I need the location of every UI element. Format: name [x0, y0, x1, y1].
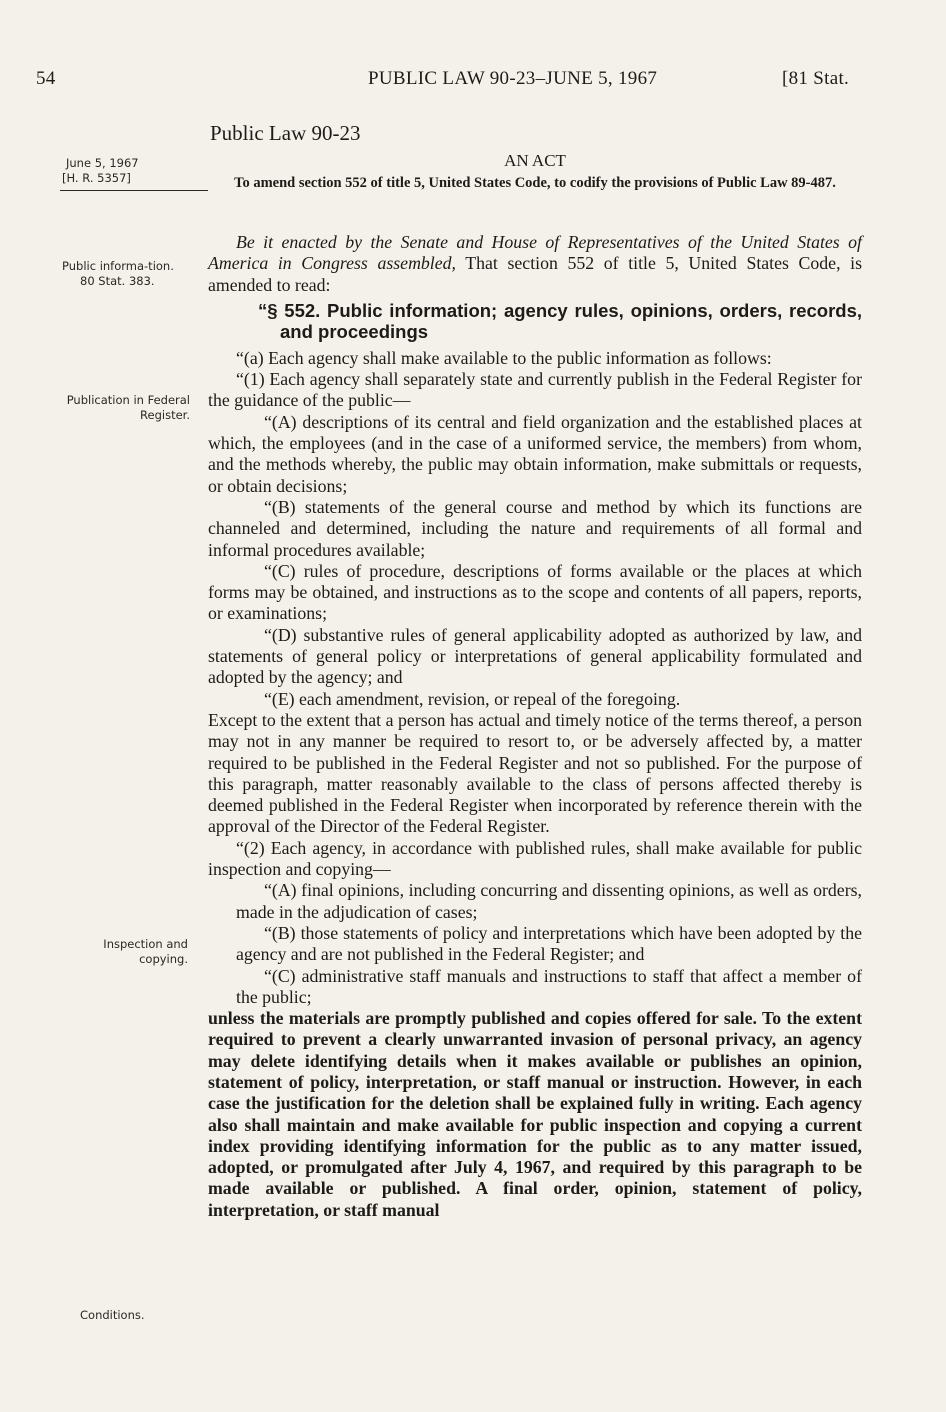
statute-body	[208, 232, 862, 1221]
stat-reference: [81 Stat.	[782, 68, 850, 89]
note-public-information: Public informa-tion.	[62, 259, 174, 273]
paragraph-a: “(a) Each agency shall make available to the public information as follows:	[236, 347, 772, 368]
enacting-tail: That section 552 of title 5, United States Code, is amended to read:	[208, 253, 863, 295]
section-heading: “§ 552. Public information; agency rules, opinions, orders, records, and proceedings	[258, 299, 862, 342]
note-inspection: Inspection and copying.	[103, 937, 188, 966]
subparagraph-B2	[208, 923, 862, 966]
subparagraph-C: “(C) rules of procedure, descriptions of forms available or the places at which forms may be obtained, and instructions as to the scope and contents of all papers, reports, or examinations;	[208, 560, 862, 624]
bill-number: [H. R. 5357]	[62, 171, 131, 185]
enacting-clause	[208, 232, 862, 296]
margin-rule	[60, 190, 208, 191]
margin-date	[62, 156, 186, 186]
subparagraph-E: “(E) each amendment, revision, or repeal of the foregoing.	[264, 688, 681, 709]
note-conditions: Conditions.	[80, 1308, 145, 1322]
public-law-title: Public Law 90-23	[210, 121, 361, 145]
note-publication: Publication in Federal Register.	[66, 393, 190, 422]
note-stat: 80 Stat. 383.	[80, 274, 155, 288]
subparagraph-A2	[208, 880, 862, 923]
paragraph-a1: “(1) Each agency shall separately state and currently publish in the Federal Register for the guidance of the public—	[208, 369, 862, 411]
margin-note-public-information	[62, 259, 188, 289]
page-number: 54	[36, 68, 56, 89]
enacting-words: Be it enacted by the Senate and House of Representatives of the United States of America in Congress assembled,	[208, 232, 862, 274]
subparagraph-C2-text: “(C) administrative staff manuals and instructions to staff that affect a member of the public;	[236, 965, 862, 1007]
subparagraph-B: “(B) statements of the general course and method by which its functions are channeled and determined, including the nature and requirements of all formal and informal procedures available;	[208, 496, 862, 560]
paragraph-except: Except to the extent that a person has actual and timely notice of the terms thereof, a person may not in any manner be required to resort to, or be adversely affected by, a matter required to be published in the Federal Register and not so published. For the purpose of this paragraph, matter reasonably available to the class of persons affected thereby is deemed published in the Federal Register when incorporated by reference therein with the approval of the Director of the Federal Register.	[208, 709, 862, 837]
subparagraph-A: “(A) descriptions of its central and field organization and the established places at which, the employees (and in the case of a uniformed service, the members) from whom, and the methods whereby, the public may obtain information, make submittals or requests, or obtain decisions;	[208, 411, 862, 496]
paragraph-a2: “(2) Each agency, in accordance with published rules, shall make available for public inspection and copying—	[208, 837, 862, 880]
paragraph-unless: unless the materials are promptly published and copies offered for sale. To the extent required to prevent a clearly unwarranted invasion of personal privacy, an agency may delete identifying details when it makes available or publishes an opinion, statement of policy, interpretation, or staff manual or instruction. However, in each case the justification for the deletion shall be explained fully in writing. Each agency also shall maintain and make available for public inspection and copying a current index providing identifying information for the public as to any matter issued, adopted, or promulgated after July 4, 1967, and required by this paragraph to be made available or published. A final order, opinion, statement of policy, interpretation, or staff manual	[208, 1008, 862, 1220]
running-title: PUBLIC LAW 90-23–JUNE 5, 1967	[368, 68, 658, 89]
subparagraph-B2-text: “(B) those statements of policy and interpretations which have been adopted by the agency and are not published in the Federal Register; and	[236, 922, 862, 965]
subparagraph-A2-text: “(A) final opinions, including concurring and dissenting opinions, as well as orders, made in the adjudication of cases;	[236, 880, 862, 922]
enactment-date: June 5, 1967	[66, 156, 139, 170]
subparagraph-C2	[208, 966, 862, 1009]
act-purpose: To amend section 552 of title 5, United States Code, to codify the provisions of Public Law 89-487.	[234, 175, 836, 191]
subparagraph-D: “(D) substantive rules of general applicability adopted as authorized by law, and statements of general policy or interpretations of general applicability formulated and adopted by the agency; and	[208, 624, 862, 688]
act-label: AN ACT	[504, 151, 566, 170]
